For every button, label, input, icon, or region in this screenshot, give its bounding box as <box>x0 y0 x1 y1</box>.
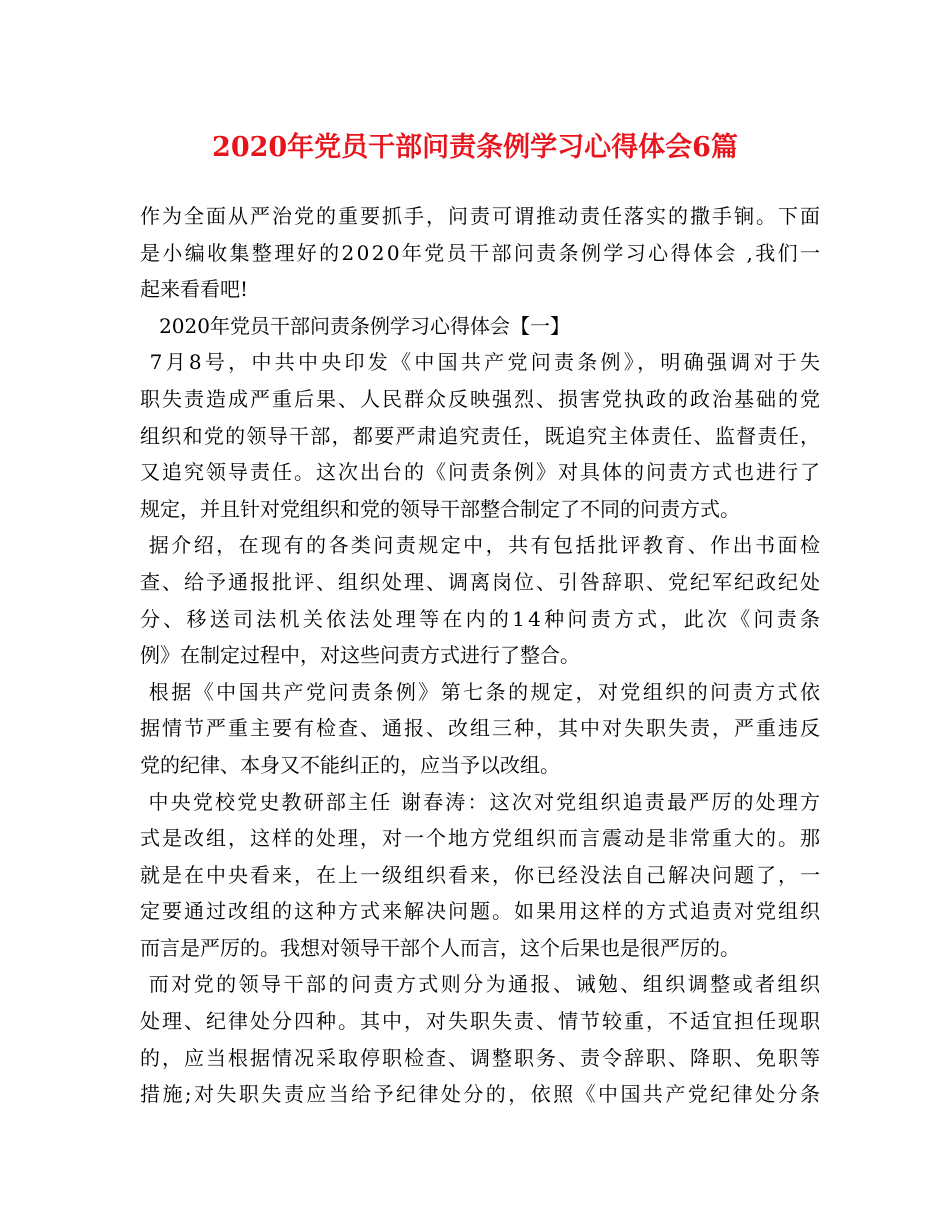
text-line: 又追究领导责任。这次出台的《问责条例》对具体的问责方式也进行了 <box>140 460 822 485</box>
text-line: 规定，并且针对党组织和党的领导干部整合制定了不同的问责方式。 <box>140 496 740 521</box>
text-line: 起来看看吧! <box>140 277 249 302</box>
text-line: 措施;对失职失责应当给予纪律处分的，依照《中国共产党纪律处分条 <box>140 1082 823 1107</box>
text-line: 查、给予通报批评、组织处理、调离岗位、引咎辞职、党纪军纪政纪处 <box>140 569 822 594</box>
text-line: 而言是严厉的。我想对领导干部个人而言，这个后果也是很严厉的。 <box>140 935 740 960</box>
text-line: 例》在制定过程中，对这些问责方式进行了整合。 <box>140 643 580 668</box>
document-body <box>140 198 824 1113</box>
document-title: 2020年党员干部问责条例学习心得体会6篇 <box>212 132 738 163</box>
text-line: 根据《中国共产党问责条例》第七条的规定，对党组织的问责方式依 <box>140 679 823 704</box>
text-line: 组织和党的领导干部，都要严肃追究责任，既追究主体责任、监督责任， <box>140 423 822 448</box>
text-line: 处理、纪律处分四种。其中，对失职失责、情节较重，不适宜担任现职 <box>140 1009 822 1034</box>
text-line: 中央党校党史教研部主任 谢春涛：这次对党组织追责最严厉的处理方 <box>140 789 823 814</box>
text-line: 职失责造成严重后果、人民群众反映强烈、损害党执政的政治基础的党 <box>140 386 822 411</box>
text-line: 的，应当根据情况采取停职检查、调整职务、责令辞职、降职、免职等 <box>140 1045 822 1070</box>
text-line: 作为全面从严治党的重要抓手，问责可谓推动责任落实的撒手锏。下面 <box>140 204 822 228</box>
text-line: 2020年党员干部问责条例学习心得体会【一】 <box>140 313 570 338</box>
text-line: 就是在中央看来，在上一级组织看来，你已经没法自己解决问题了，一 <box>140 862 822 887</box>
text-line: 据介绍，在现有的各类问责规定中，共有包括批评教育、作出书面检 <box>140 533 823 558</box>
text-line: 据情节严重主要有检查、通报、改组三种，其中对失职失责，严重违反 <box>140 716 822 741</box>
text-line: 定要通过改组的这种方式来解决问题。如果用这样的方式追责对党组织 <box>140 899 822 924</box>
text-line: 而对党的领导干部的问责方式则分为通报、诫勉、组织调整或者组织 <box>140 972 823 997</box>
text-line: 党的纪律、本身又不能纠正的，应当予以改组。 <box>140 752 560 777</box>
text-line: 分、移送司法机关依法处理等在内的14种问责方式，此次《问责条 <box>140 606 824 631</box>
text-line: 式是改组，这样的处理，对一个地方党组织而言震动是非常重大的。那 <box>140 826 822 851</box>
text-line: 7月8号，中共中央印发《中国共产党问责条例》，明确强调对于失 <box>140 350 824 375</box>
text-line: 是小编收集整理好的2020年党员干部问责条例学习心得体会 ,我们一 <box>140 240 823 265</box>
